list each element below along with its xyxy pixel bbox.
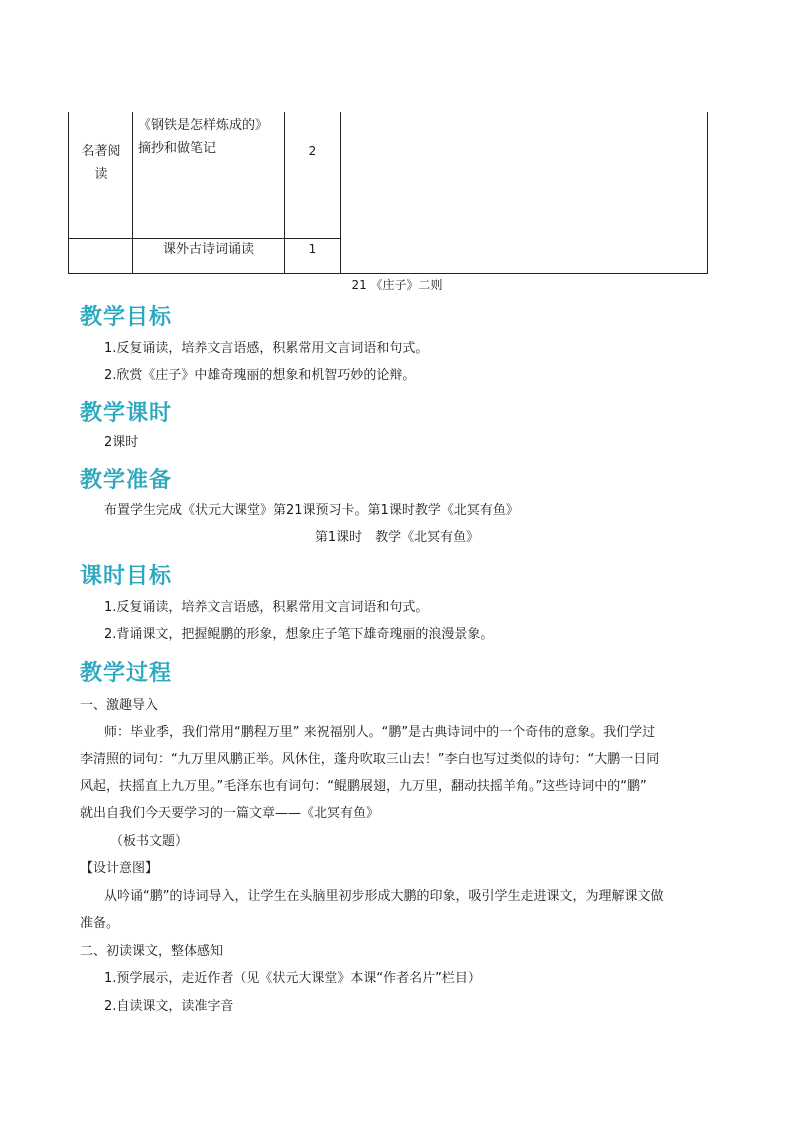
content-line: 《钢铁是怎样炼成的》 <box>138 118 269 133</box>
paragraph-line: 就出自我们今天要学习的一篇文章——《北冥有鱼》 <box>80 806 380 821</box>
paragraph-line: 李清照的词句：“九万里风鹏正举。风休住，蓬舟吹取三山去！”李白也写过类似的诗句：“大鹏一日同 <box>80 752 660 767</box>
table-border <box>68 273 708 274</box>
paragraph-line: 从吟诵“鹏”的诗词导入，让学生在头脑里初步形成大鹏的印象，吸引学生走进课文，为理解课文做 <box>104 889 664 904</box>
step-item: 2.自读课文，读准字音 <box>104 999 234 1014</box>
table-border <box>68 112 69 274</box>
section-heading-period-goals: 课时目标 <box>80 564 173 589</box>
content-cell: 课外古诗词诵读 <box>162 242 254 257</box>
content-cell <box>138 114 284 160</box>
table-border <box>340 112 341 274</box>
prep-text: 布置学生完成《状元大课堂》第21课预习卡。第1课时教学《北冥有鱼》 <box>104 503 519 518</box>
period-title: 第1课时 教学《北冥有鱼》 <box>314 530 480 545</box>
step-title: 一、激趣导入 <box>80 698 159 713</box>
paragraph-line: 师：毕业季，我们常用“鹏程万里” 来祝福别人。“鹏”是古典诗词中的一个奇伟的意象。我们学过 <box>104 725 656 740</box>
goal-item: 1.反复诵读，培养文言语感，积累常用文言词语和句式。 <box>104 341 429 356</box>
hours-text: 2课时 <box>104 435 139 450</box>
content-line: 摘抄和做笔记 <box>138 141 217 156</box>
section-heading-prep: 教学准备 <box>80 468 173 493</box>
period-goal-item: 2.背诵课文，把握鲲鹏的形象，想象庄子笔下雄奇瑰丽的浪漫景象。 <box>104 627 494 642</box>
plan-table <box>68 112 708 274</box>
hours-cell: 1 <box>308 242 317 256</box>
step-item: 1.预学展示，走近作者（见《状元大课堂》本课“作者名片”栏目） <box>104 971 481 986</box>
lesson-title: 21 《庄子》二则 <box>351 278 443 292</box>
step-title: 二、初读课文，整体感知 <box>80 944 224 959</box>
goal-item: 2.欣赏《庄子》中雄奇瑰丽的想象和机智巧妙的论辩。 <box>104 368 416 383</box>
paragraph-line: 风起，扶摇直上九万里。”毛泽东也有词句：“鲲鹏展翅，九万里，翻动扶摇羊角。”这些诗词中的“鹏” <box>80 779 647 794</box>
period-goal-item: 1.反复诵读，培养文言语感，积累常用文言词语和句式。 <box>104 600 429 615</box>
section-heading-process: 教学过程 <box>80 661 173 686</box>
section-heading-goals: 教学目标 <box>80 305 173 330</box>
paragraph-line: 准备。 <box>80 916 120 931</box>
hours-cell: 2 <box>308 144 317 158</box>
category-line: 读 <box>94 167 108 182</box>
category-line: 名著阅 <box>81 144 121 159</box>
design-label: 【设计意图】 <box>80 861 159 876</box>
section-heading-hours: 教学课时 <box>80 401 173 426</box>
table-border <box>707 112 708 274</box>
board-note: （板书文题） <box>110 834 189 849</box>
category-cell <box>74 140 128 186</box>
